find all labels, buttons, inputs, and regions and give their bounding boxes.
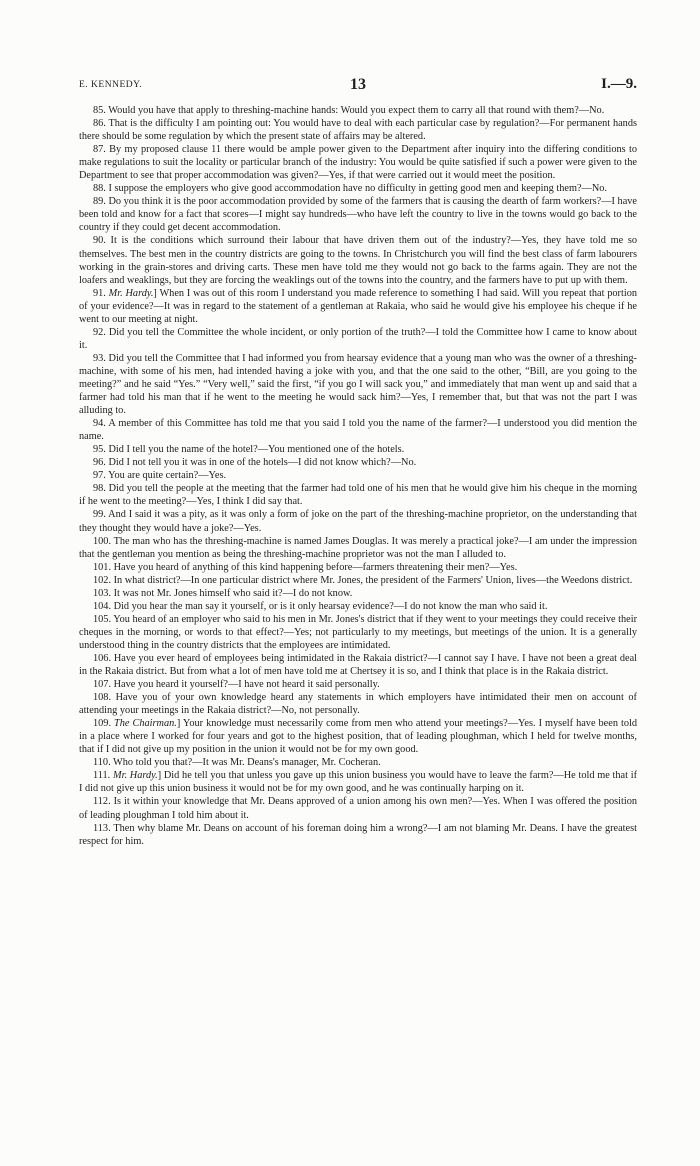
question-paragraph: 93. Did you tell the Committee that I had informed you from hearsay evidence that a young man who was the owner of a threshing-machine, with some of his men, had intended having a joke with you, and that the one said to the other, “Bill, are you going to the meeting?” and he said “Yes.” “Very well,” said the first, “if you go I will sack you,” and immediately that man went up and said that a farmer had told his man that if he went to the meeting he would sack him?—Yes, I remember that, but that was not the part I was alluding to. <box>79 352 637 417</box>
question-number: 111. <box>93 770 113 782</box>
question-paragraph <box>79 769 637 795</box>
question-paragraph: 87. By my proposed clause 11 there would be ample power given to the Department after inquiry into the differing conditions to make regulations to suit the locality or particular branch of the industry: You would be quite satisfied if such a power were given to the Department to see that proper accommodation was given?—Yes, if that were carried out it would meet the position. <box>79 144 637 182</box>
question-paragraph: 88. I suppose the employers who give good accommodation have no difficulty in getting good men and keeping them?—No. <box>93 183 607 195</box>
page-number: 13 <box>350 76 366 93</box>
question-paragraph: 92. Did you tell the Committee the whole incident, or only portion of the truth?—I told the Committee how I came to know about it. <box>79 326 637 351</box>
question-paragraph: 107. Have you heard it yourself?—I have not heard it said personally. <box>93 679 380 691</box>
question-paragraph: 102. In what district?—In one particular district where Mr. Jones, the president of the Farmers' Union, lives—the Weedons district. <box>93 574 633 586</box>
question-paragraph: 89. Do you think it is the poor accommodation provided by some of the farmers that is causing the dearth of farm workers?—I have been told and know for a fact that scores—I might say hundreds—who have left the country to live in the towns would go back to the country if they could get decent accommodation. <box>79 196 637 234</box>
paragraph-text: ] When I was out of this room I understand you made reference to something I had said. Will you repeat that portion of your evidence?—It was in regard to the statement of a gentleman at Rakaia, who said he would give his employee his cheque if he went to our meeting at night. <box>79 287 637 325</box>
page-header <box>79 76 637 96</box>
question-paragraph: 99. And I said it was a pity, as it was only a form of joke on the part of the threshing-machine proprietor, on the understanding that they thought they would have a joke?—Yes. <box>79 509 637 534</box>
speaker-name: The Chairman. <box>114 718 177 730</box>
question-paragraph: 95. Did I tell you the name of the hotel?—You mentioned one of the hotels. <box>93 444 405 456</box>
question-paragraph: 110. Who told you that?—It was Mr. Deans's manager, Mr. Cocheran. <box>93 757 381 769</box>
question-paragraph: 104. Did you hear the man say it yourself, or is it only hearsay evidence?—I do not know the man who said it. <box>93 600 548 612</box>
paragraph-text: ] Your knowledge must necessarily come from men who attend your meetings?—Yes. I myself have been told in a place where I worked for four years and got to the highest position, that of leading ploughman, which I held for twelve months, that if I did not give up my position in the union it would not be for my own good. <box>79 718 637 756</box>
question-paragraph: 96. Did I not tell you it was in one of the hotels—I did not know which?—No. <box>93 457 417 469</box>
question-paragraph <box>79 287 637 326</box>
speaker-name: Mr. Hardy. <box>113 770 158 782</box>
question-paragraph: 85. Would you have that apply to threshing-machine hands: Would you expect them to carry all that round with them?—No. <box>93 105 605 116</box>
question-paragraph: 113. Then why blame Mr. Deans on account of his foreman doing him a wrong?—I am not blaming Mr. Deans. I have the greatest respect for him. <box>79 822 637 847</box>
document-reference: I.—9. <box>601 76 637 92</box>
paragraph-text: ] Did he tell you that unless you gave up this union business you would have to leave the farm?—He told me that if I did not give up this union business it would not be for my own good, and he was continually harping on it. <box>79 770 638 795</box>
question-paragraph: 103. It was not Mr. Jones himself who said it?—I do not know. <box>93 587 353 599</box>
question-paragraph: 86. That is the difficulty I am pointing out: You would have to deal with each particular case by regulation?—For permanent hands there should be some regulation by which the present state of affairs may be altered. <box>79 118 637 143</box>
question-paragraph: 90. It is the conditions which surround their labour that have driven them out of the industry?—Yes, they have told me so themselves. The best men in the country districts are going to the towns. In Christchurch you will find the best class of farm labourers working in the grain-stores and driving carts. These men have told me they would not go back to the farms again. They are not the loafers and weaklings, but they are forcing the weaklings out of the towns into the country, and the farmers have to put up with them. <box>79 235 637 286</box>
question-paragraph: 100. The man who has the threshing-machine is named James Douglas. It was merely a practical joke?—I am under the impression that the gentleman you mention as being the threshing-machine proprietor was not the man I alluded to. <box>79 535 637 560</box>
question-number: 91. <box>93 287 109 299</box>
question-paragraph: 97. You are quite certain?—Yes. <box>93 470 227 482</box>
question-number: 109. <box>93 718 115 730</box>
question-paragraph: 108. Have you of your own knowledge heard any statements in which employers have intimidated their men on account of attending your meetings in the Rakaia district?—No, not personally. <box>79 692 637 717</box>
question-paragraph: 101. Have you heard of anything of this kind happening before—farmers threatening their men?—Yes. <box>93 561 518 573</box>
evidence-text <box>79 104 637 848</box>
question-paragraph: 98. Did you tell the people at the meeting that the farmer had told one of his men that he would give him his cheque in the morning if he went to the meeting?—Yes, I think I did say that. <box>79 483 637 508</box>
question-paragraph <box>79 717 637 756</box>
question-paragraph: 94. A member of this Committee has told me that you said I told you the name of the farmer?—I understood you did mention the name. <box>79 418 637 443</box>
question-paragraph: 105. You heard of an employer who said to his men in Mr. Jones's district that if they went to your meetings they could receive their cheques in the morning, or words to that effect?—Yes; not particularly to my meetings, but meetings of the union. It is a generally understood thing in the country districts that the employees are intimidated. <box>79 613 637 651</box>
speaker-name: Mr. Hardy. <box>108 287 154 299</box>
question-paragraph: 112. Is it within your knowledge that Mr. Deans approved of a union among his own men?—Yes. When I was offered the position of leading ploughman I told him about it. <box>79 796 637 821</box>
question-paragraph: 106. Have you ever heard of employees being intimidated in the Rakaia district?—I cannot say I have. I have not been a great deal in the Rakaia district. But from what a lot of men have told me at Chertsey it is so, and I think that place is in the Rakaia district. <box>79 652 637 678</box>
witness-name: E. KENNEDY. <box>79 80 143 90</box>
